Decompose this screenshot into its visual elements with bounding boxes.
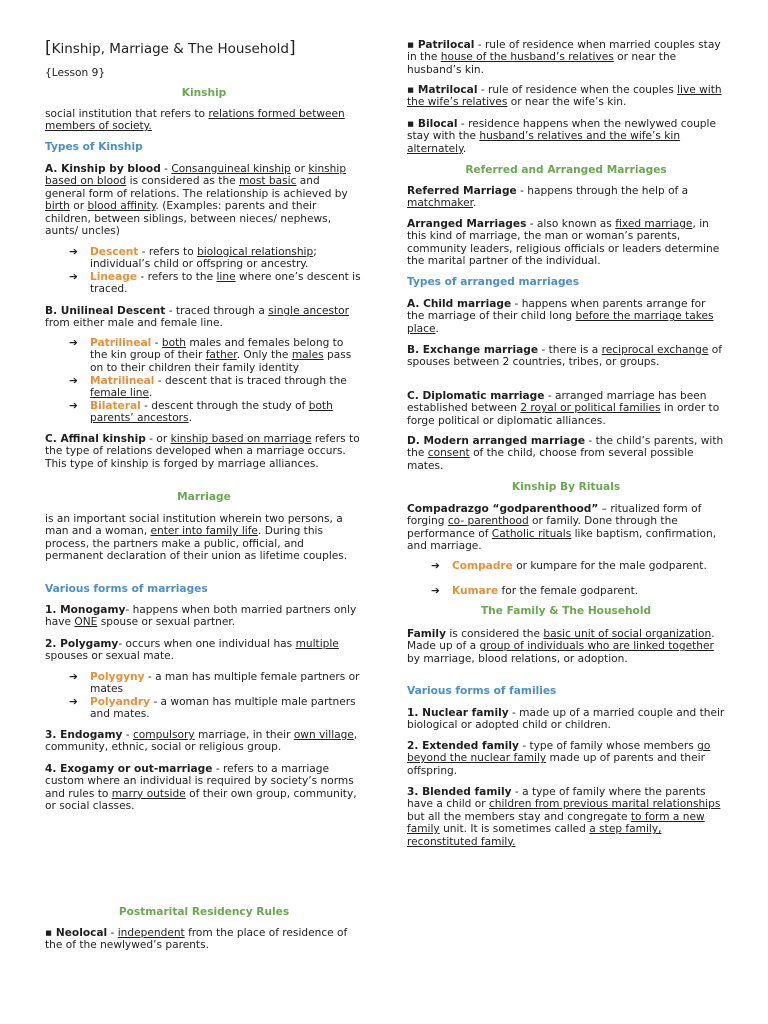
arrow-icon: ➔ [69, 271, 78, 283]
kinship-rituals-heading: Kinship By Rituals [511, 481, 621, 493]
lesson-label: {Lesson 9} [45, 67, 106, 79]
arrow-icon: ➔ [69, 671, 78, 683]
neolocal: ▪ Neolocal - independent from the place of residence of the of the newlywed’s parents. [45, 927, 348, 952]
referred-marriage: Referred Marriage - happens through the help of a matchmaker. [407, 185, 689, 210]
arrow-icon: ➔ [431, 560, 440, 572]
polygamy: 2. Polygamy- occurs when one individual has multiple spouses or sexual mate. [45, 638, 339, 663]
descent-item: Descent - refers to biological relationship; individual’s child or offspring or ancestry. [90, 246, 317, 271]
modern-arranged-marriage: D. Modern arranged marriage - the child’s parents, with the consent of the child, choose from several possible mates. [407, 435, 724, 472]
types-arranged-heading: Types of arranged marriages [407, 276, 580, 288]
arrow-icon: ➔ [69, 337, 78, 349]
nuclear-family: 1. Nuclear family - made up of a married couple and their biological or adopted child or children. [407, 707, 725, 732]
unilineal-descent: B. Unilineal Descent - traced through a single ancestor from either male and female line. [45, 305, 350, 330]
arrow-icon: ➔ [431, 585, 440, 597]
postmarital-residency-heading: Postmarital Residency Rules [118, 906, 290, 918]
forms-of-families-heading: Various forms of families [407, 685, 557, 697]
arrow-icon: ➔ [69, 246, 78, 258]
monogamy: 1. Monogamy- happens when both married partners only have ONE spouse or sexual partner. [45, 604, 357, 629]
title-bracket-open: [ [45, 38, 52, 58]
title-bracket-close: ] [288, 38, 296, 58]
lineage-item: Lineage - refers to the line where one’s descent is traced. [90, 271, 361, 296]
matrilineal-item: Matrilineal - descent that is traced through the female line. [90, 375, 347, 400]
compadre-item: Compadre or kumpare for the male godparent. [452, 560, 707, 572]
endogamy: 3. Endogamy - compulsory marriage, in their own village, community, ethnic, social or religious group. [45, 729, 358, 754]
exogamy: 4. Exogamy or out-marriage - refers to a marriage custom where an individual is required by society’s norms and rules to marry outside of their own group, community, or social classes. [45, 763, 357, 813]
blended-family: 3. Blended family - a type of family where the parents have a child or children from previous marital relationships but all the members stay and congregate to form a new family unit. It is sometimes called a step family, reconstituted family. [407, 786, 721, 848]
family-definition: Family is considered the basic unit of social organization. Made up of a group of individuals who are linked together by marriage, blood relations, or adoption. [407, 628, 715, 665]
bilateral-item: Bilateral - descent through the study of both parents’ ancestors. [90, 400, 333, 425]
arrow-icon: ➔ [69, 696, 78, 708]
marriage-heading: Marriage [177, 491, 231, 503]
polyandry-item: Polyandry - a woman has multiple male partners and mates. [90, 696, 356, 721]
affinal-kinship: C. Affinal kinship - or kinship based on marriage refers to the type of relations developed when a marriage occurs. This type of kinship is forged by marriage alliances. [45, 433, 360, 470]
arrow-icon: ➔ [69, 375, 78, 387]
child-marriage: A. Child marriage - happens when parents arrange for the marriage of their child long before the marriage takes place. [407, 298, 714, 335]
patrilocal: ▪ Patrilocal - rule of residence when married couples stay in the house of the husband’s relatives or near the husband’s kin. [407, 39, 721, 76]
title-text: Kinship, Marriage & The Household [51, 41, 289, 57]
kinship-heading: Kinship [181, 87, 227, 99]
document-title [45, 40, 296, 57]
exchange-marriage: B. Exchange marriage - there is a reciprocal exchange of spouses between 2 countries, tribes, or groups. [407, 344, 723, 369]
family-household-heading: The Family & The Household [480, 605, 652, 617]
types-of-kinship-heading: Types of Kinship [45, 141, 143, 153]
diplomatic-marriage: C. Diplomatic marriage - arranged marriage has been established between 2 royal or political families in order to forge political or diplomatic alliances. [407, 390, 720, 427]
marriage-definition: is an important social institution wherein two persons, a man and a woman, enter into family life. During this process, the partners make a public, official, and permanent declaration of their union as lifetime couples. [45, 513, 348, 563]
referred-arranged-heading: Referred and Arranged Marriages [465, 164, 667, 176]
arrow-icon: ➔ [69, 400, 78, 412]
kumare-item: Kumare for the female godparent. [452, 585, 639, 597]
kinship-definition: social institution that refers to relations formed between members of society. [45, 108, 345, 133]
forms-of-marriages-heading: Various forms of marriages [45, 583, 208, 595]
kinship-by-blood: A. Kinship by blood - Consanguineal kinship or kinship based on blood is considered as the most basic and general form of relations. The relationship is achieved by birth or blood affinity. (Examples: parents and their children, between siblings, between nieces/ nephews, aunts/ uncles) [45, 163, 348, 238]
bilocal: ▪ Bilocal - residence happens when the newlywed couple stay with the husband’s relatives and the wife’s kin alternately. [407, 118, 716, 155]
extended-family: 2. Extended family - type of family whose members go beyond the nuclear family made up of parents and their offspring. [407, 740, 711, 777]
matrilocal: ▪ Matrilocal - rule of residence when the couples live with the wife’s relatives or near the wife’s kin. [407, 84, 722, 109]
patrilineal-item: Patrilineal - both males and females belong to the kin group of their father. Only the males pass on to their children their family identity [90, 337, 352, 374]
polygyny-item: Polygyny - a man has multiple female partners or mates [90, 671, 360, 696]
arranged-marriages: Arranged Marriages - also known as fixed marriage, in this kind of marriage, the man or woman’s parents, community leaders, religious officials or leaders determine the marital partner of the individual. [407, 218, 720, 268]
compadrazgo: Compadrazgo “godparenthood” – ritualized form of forging co- parenthood or family. Done through the performance of Catholic rituals like baptism, confirmation, and marriage. [407, 503, 717, 553]
